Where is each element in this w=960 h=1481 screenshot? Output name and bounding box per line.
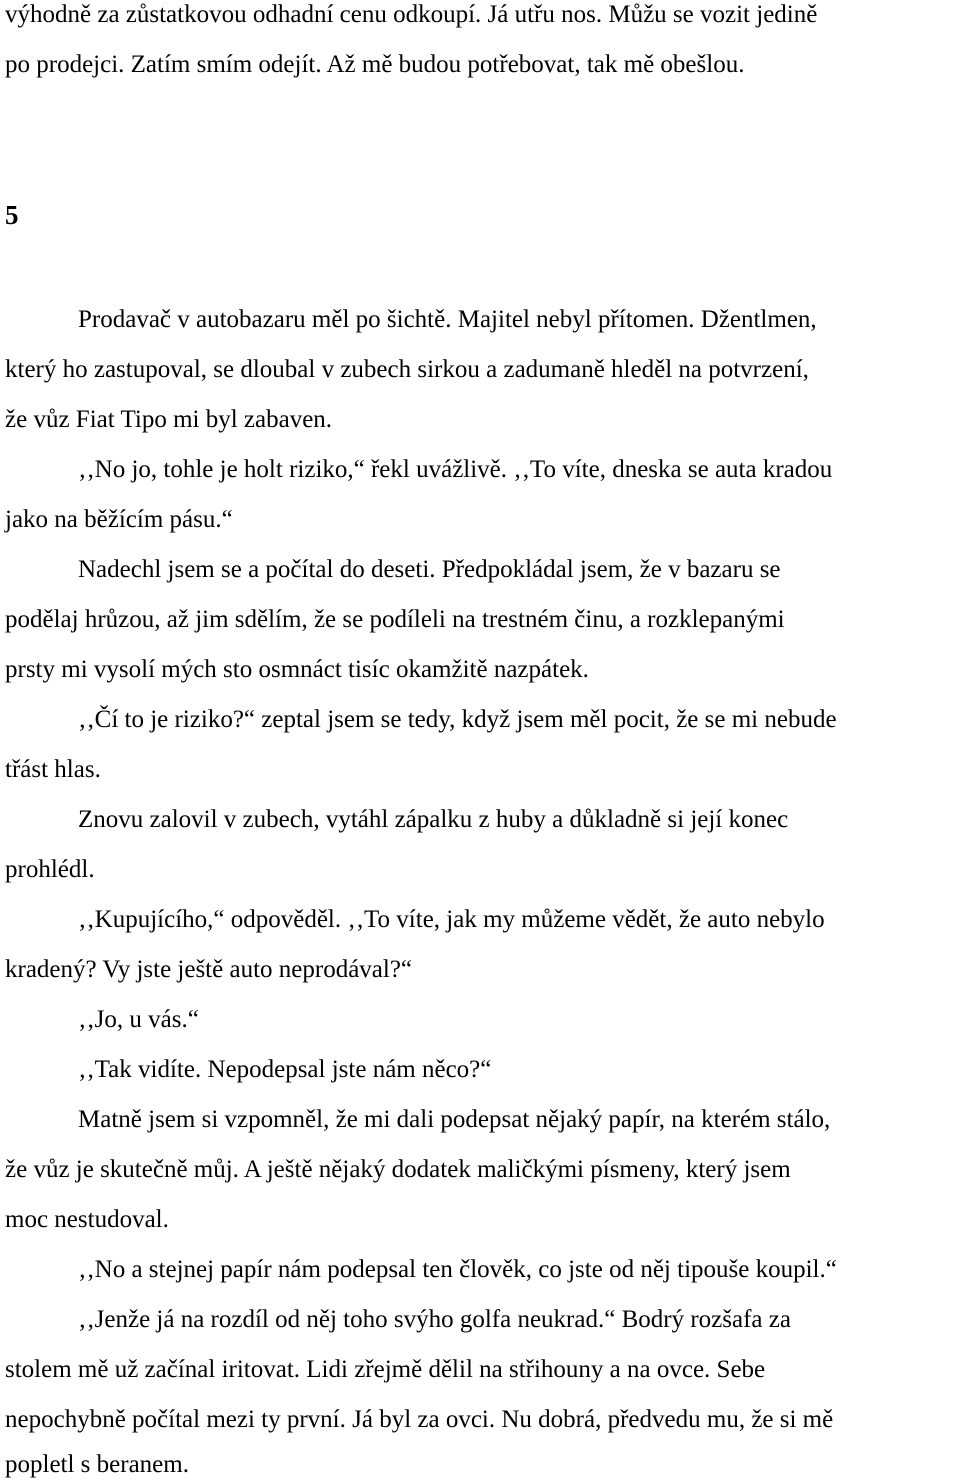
text-line: popletl s beranem.: [5, 1451, 189, 1478]
text-line: po prodejci. Zatím smím odejít. Až mě budou potřebovat, tak mě obešlou.: [5, 51, 745, 78]
text-line: výhodně za zůstatkovou odhadní cenu odkoupí. Já utřu nos. Můžu se vozit jedině: [5, 1, 818, 28]
text-line: prohlédl.: [5, 856, 95, 883]
text-line: Matně jsem si vzpomněl, že mi dali podepsat nějaký papír, na kterém stálo,: [78, 1106, 831, 1133]
text-line: ‚‚Jenže já na rozdíl od něj toho svýho golfa neukrad.“ Bodrý rozšafa za: [78, 1306, 791, 1333]
text-line: třást hlas.: [5, 756, 101, 783]
text-line: nepochybně počítal mezi ty první. Já byl za ovci. Nu dobrá, předvedu mu, že si mě: [5, 1406, 834, 1433]
text-line: Prodavač v autobazaru měl po šichtě. Majitel nebyl přítomen. Džentlmen,: [78, 306, 817, 333]
text-line: prsty mi vysolí mých sto osmnáct tisíc okamžitě nazpátek.: [5, 656, 589, 683]
text-line: jako na běžícím pásu.“: [5, 506, 233, 533]
text-line: že vůz je skutečně můj. A ještě nějaký dodatek maličkými písmeny, který jsem: [5, 1156, 791, 1183]
text-line: ‚‚Čí to je riziko?“ zeptal jsem se tedy, když jsem měl pocit, že se mi nebude: [78, 706, 837, 733]
text-line: který ho zastupoval, se dloubal v zubech sirkou a zadumaně hleděl na potvrzení,: [5, 356, 809, 383]
text-line: Nadechl jsem se a počítal do deseti. Předpokládal jsem, že v bazaru se: [78, 556, 781, 583]
chapter-number: 5: [5, 200, 19, 230]
text-line: podělaj hrůzou, až jim sdělím, že se podíleli na trestném činu, a rozklepanými: [5, 606, 785, 633]
text-line: kradený? Vy jste ještě auto neprodával?“: [5, 956, 413, 983]
text-line: ‚‚Jo, u vás.“: [78, 1006, 199, 1033]
text-line: Znovu zalovil v zubech, vytáhl zápalku z huby a důkladně si její konec: [78, 806, 789, 833]
text-line: že vůz Fiat Tipo mi byl zabaven.: [5, 406, 333, 433]
text-line: ‚‚Kupujícího,“ odpověděl. ‚‚To víte, jak my můžeme vědět, že auto nebylo: [78, 906, 825, 933]
text-line: ‚‚No a stejnej papír nám podepsal ten člověk, co jste od něj tipouše koupil.“: [78, 1256, 837, 1283]
text-line: ‚‚Tak vidíte. Nepodepsal jste nám něco?“: [78, 1056, 492, 1083]
text-line: stolem mě už začínal iritovat. Lidi zřejmě dělil na střihouny a na ovce. Sebe: [5, 1356, 766, 1383]
text-line: ‚‚No jo, tohle je holt riziko,“ řekl uvážlivě. ‚‚To víte, dneska se auta kradou: [78, 456, 833, 483]
text-line: moc nestudoval.: [5, 1206, 169, 1233]
